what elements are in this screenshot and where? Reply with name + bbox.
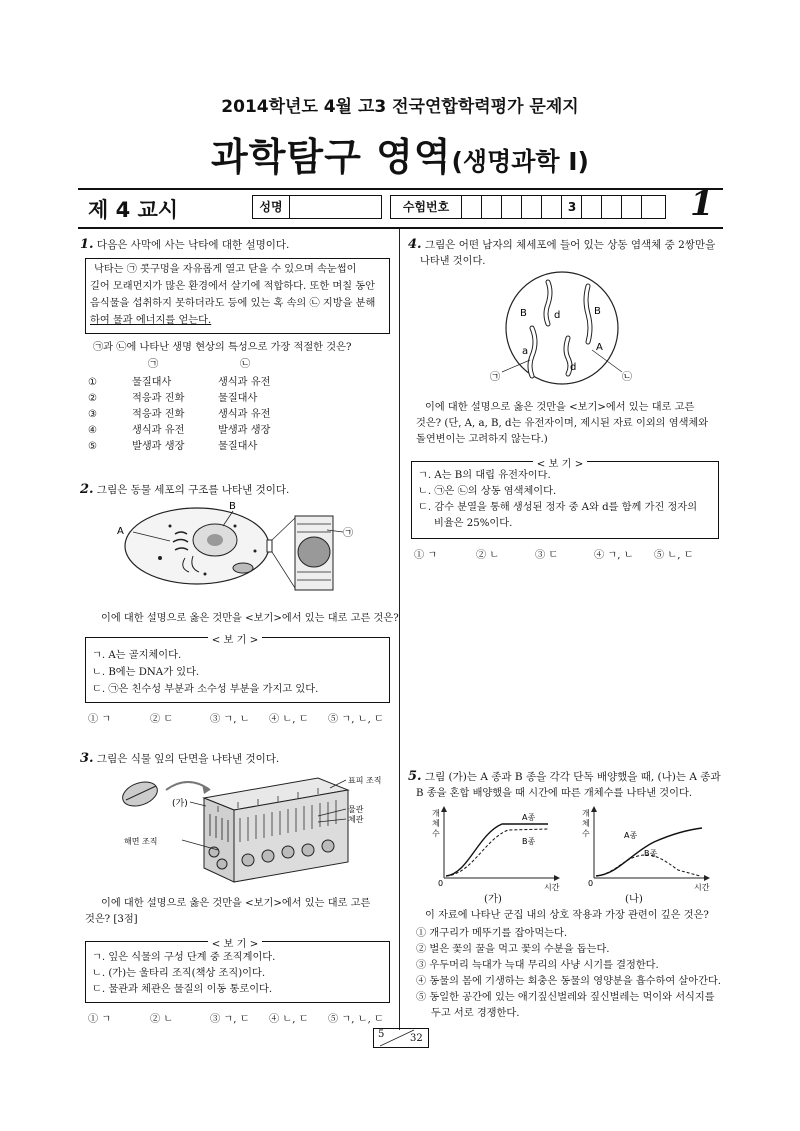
q4-fig-label-A: A bbox=[596, 342, 603, 353]
q4-bogi-title: < 보 기 > bbox=[400, 452, 720, 473]
q1-passage-line: 하여 물과 에너지를 얻는다. bbox=[90, 315, 212, 326]
q3-number: 3. bbox=[80, 751, 94, 766]
q2-fig-label-a: A bbox=[117, 526, 124, 537]
exam-digit-cell[interactable] bbox=[481, 196, 502, 218]
graph-ga-ylabel: 수 bbox=[432, 829, 440, 838]
q1-passage-box bbox=[85, 258, 390, 334]
q5-option[interactable]: ② 벌은 꽃의 꿀을 먹고 꽃의 수분을 돕는다. bbox=[416, 944, 610, 955]
q3-bogi-title: < 보 기 > bbox=[0, 932, 470, 953]
graph-ga-xlabel: 시간 bbox=[544, 883, 560, 892]
graph-ga-label-a: A종 bbox=[522, 813, 536, 822]
q5-caption-ga: (가) bbox=[484, 894, 502, 905]
exam-digit-cell[interactable]: 3 bbox=[561, 196, 582, 218]
q5-caption-na: (나) bbox=[625, 894, 643, 905]
q5-stem-line1: 그림 (가)는 A 종과 B 종을 각각 단독 배양했을 때, (나)는 A 종과 bbox=[424, 771, 721, 783]
name-label: 성명 bbox=[253, 196, 290, 218]
q5-option[interactable]: ④ 동물의 몸에 기생하는 회충은 동물의 영양분을 흡수하여 살아간다. bbox=[416, 976, 722, 987]
q5-stem bbox=[408, 768, 721, 786]
q2-answer[interactable]: ② ㄷ bbox=[150, 714, 174, 725]
graph-na-ylabel: 수 bbox=[582, 829, 590, 838]
q5-number: 5. bbox=[408, 769, 422, 784]
name-box bbox=[252, 195, 382, 219]
q4-stem-line1: 그림은 어떤 남자의 체세포에 들어 있는 상동 염색체 중 2쌍만을 bbox=[424, 239, 716, 251]
q1-stem bbox=[80, 236, 289, 254]
animal-cell-figure bbox=[115, 496, 365, 592]
q1-stem-text: 다음은 사막에 사는 낙타에 대한 설명이다. bbox=[96, 239, 290, 251]
leaf-section-figure bbox=[118, 770, 383, 890]
graph-ga-origin: 0 bbox=[438, 879, 444, 888]
title-sub: (생명과학 Ⅰ) bbox=[451, 147, 589, 176]
population-graphs bbox=[418, 804, 718, 904]
title-main: 과학탐구 영역 bbox=[211, 135, 452, 179]
q4-question-line: 것은? (단, A, a, B, d는 유전자이며, 제시된 자료 이외의 염색체와 bbox=[416, 418, 709, 429]
graph-ga-ylabel: 체 bbox=[432, 819, 440, 828]
q4-fig-label-c2: ㉡ bbox=[622, 372, 632, 383]
q4-question-line: 돌연변이는 고려하지 않는다.) bbox=[416, 434, 548, 445]
graph-na-curve-b bbox=[596, 855, 700, 876]
q4-bogi-item: 비율은 25%이다. bbox=[434, 518, 513, 529]
page-counter bbox=[373, 1028, 429, 1048]
graph-ga-ylabel: 개 bbox=[432, 809, 440, 818]
q1-col-b: ㉡ bbox=[240, 359, 251, 370]
graph-na-label-b: B종 bbox=[644, 849, 658, 858]
q4-answer[interactable]: ④ ㄱ, ㄴ bbox=[594, 550, 634, 561]
graph-na-label-a: A종 bbox=[624, 831, 638, 840]
exam-digit-cell[interactable] bbox=[581, 196, 602, 218]
q4-stem bbox=[408, 236, 715, 254]
exam-digit-cell[interactable] bbox=[521, 196, 542, 218]
q1-passage-line: 길어 모래먼지가 많은 환경에서 살기에 적합하다. 또한 며칠 동안 bbox=[90, 281, 376, 292]
q5-option[interactable]: ⑤ 동일한 공간에 있는 애기짚신벌레와 짚신벌레는 먹이와 서식지를 bbox=[416, 992, 715, 1003]
q3-bogi-item: ㄷ. 물관과 체관은 물질의 이동 통로이다. bbox=[92, 984, 273, 995]
header-rule-top bbox=[78, 188, 723, 190]
q4-bogi-item: ㄱ. A는 B의 대립 유전자이다. bbox=[418, 470, 551, 481]
q2-bogi-item: ㄱ. A는 골지체이다. bbox=[92, 650, 182, 661]
q2-fig-label-c: ㉠ bbox=[343, 528, 353, 539]
q3-answer[interactable]: ① ㄱ bbox=[88, 1014, 112, 1025]
q5-option[interactable]: ③ 우두머리 늑대가 늑대 무리의 사냥 시기를 결정한다. bbox=[416, 960, 659, 971]
q1-passage-line: 음식물을 섭취하지 못하더라도 등에 있는 혹 속의 ㉡ 지방을 분해 bbox=[90, 298, 376, 309]
q3-answer[interactable]: ⑤ ㄱ, ㄴ, ㄷ bbox=[328, 1014, 384, 1025]
graph-ga bbox=[432, 806, 560, 892]
page-current: 5 bbox=[378, 1029, 385, 1040]
q5-option[interactable]: ① 개구리가 메뚜기를 잡아먹는다. bbox=[416, 928, 568, 939]
q4-fig-label-d1: d bbox=[554, 310, 561, 321]
exam-digit-cell[interactable] bbox=[541, 196, 562, 218]
header-rule-bottom bbox=[78, 227, 723, 229]
q1-number: 1. bbox=[80, 237, 94, 252]
q4-stem-line2: 나타낸 것이다. bbox=[420, 256, 486, 267]
q3-question-line2: 것은? [3점] bbox=[85, 914, 138, 925]
graph-na-ylabel: 개 bbox=[582, 809, 590, 818]
q3-question-line1: 이에 대한 설명으로 옳은 것만을 <보기>에서 있는 대로 고른 bbox=[101, 898, 371, 909]
exam-digit-cell[interactable] bbox=[621, 196, 642, 218]
q3-answer[interactable]: ④ ㄴ, ㄷ bbox=[269, 1014, 309, 1025]
q4-number: 4. bbox=[408, 237, 422, 252]
chromosome-figure bbox=[488, 268, 638, 390]
q4-fig-label-d2: d bbox=[570, 362, 577, 373]
q4-answer[interactable]: ① ㄱ bbox=[414, 550, 438, 561]
graph-na-xlabel: 시간 bbox=[694, 883, 710, 892]
q2-fig-label-b: B bbox=[229, 501, 236, 512]
q1-passage-line: 낙타는 ㉠ 콧구멍을 자유롭게 열고 닫을 수 있으며 속눈썹이 bbox=[94, 264, 357, 275]
q3-fig-label-xylem: 물관 bbox=[348, 805, 364, 814]
q3-fig-label-ga: (가) bbox=[172, 799, 188, 809]
graph-ga-label-b: B종 bbox=[522, 837, 536, 846]
q3-bogi-item: ㄱ. 잎은 식물의 구성 단계 중 조직계이다. bbox=[92, 952, 276, 963]
q3-answers bbox=[88, 1010, 388, 1026]
q4-answer[interactable]: ⑤ ㄴ, ㄷ bbox=[654, 550, 694, 561]
q2-answers bbox=[88, 710, 388, 726]
q4-answer[interactable]: ③ ㄷ bbox=[535, 550, 559, 561]
exam-digit-cell[interactable] bbox=[501, 196, 522, 218]
q4-fig-label-a: a bbox=[522, 346, 529, 357]
q2-question: 이에 대한 설명으로 옳은 것만을 <보기>에서 있는 대로 고른 것은? bbox=[101, 613, 399, 624]
page-number: 1 bbox=[690, 184, 714, 224]
q3-fig-label-epidermis: 표피 조직 bbox=[348, 776, 382, 785]
q1-options: ① 물질대사 생식과 유전 ② 적응과 진화 물질대사 ③ 적응과 진화 생식과 유전 ④ 생식과 유전 발생과 생장 ⑤ 발생과 생장 물질대사 bbox=[88, 377, 271, 452]
q4-answer[interactable]: ② ㄴ bbox=[476, 550, 500, 561]
q2-number: 2. bbox=[80, 482, 94, 497]
q4-bogi-item: ㄷ. 감수 분열을 통해 생성된 정자 중 A와 d를 함께 가진 정자의 bbox=[418, 502, 698, 513]
q2-answer[interactable]: ④ ㄴ, ㄷ bbox=[269, 714, 309, 725]
exam-number-label: 수험번호 bbox=[402, 200, 450, 214]
q5-stem-line2: B 종을 혼합 배양했을 때 시간에 따른 개체수를 나타낸 것이다. bbox=[416, 788, 693, 799]
q2-answer[interactable]: ① ㄱ bbox=[88, 714, 112, 725]
q2-answer[interactable]: ⑤ ㄱ, ㄴ, ㄷ bbox=[328, 714, 384, 725]
graph-na bbox=[582, 806, 710, 892]
graph-na-origin: 0 bbox=[588, 879, 594, 888]
exam-digit-cell[interactable] bbox=[641, 196, 665, 218]
exam-digit-cell[interactable] bbox=[601, 196, 622, 218]
q4-question-line: 이에 대한 설명으로 옳은 것만을 <보기>에서 있는 대로 고른 bbox=[425, 402, 695, 413]
exam-number-box bbox=[390, 195, 666, 219]
period-label: 제 4 교시 bbox=[88, 198, 179, 222]
q4-bogi-item: ㄴ. ㉠은 ㉡의 상동 염색체이다. bbox=[418, 486, 557, 497]
graph-na-ylabel: 체 bbox=[582, 819, 590, 828]
q3-fig-label-mesophyll: 해면 조직 bbox=[124, 837, 158, 846]
exam-title bbox=[0, 126, 800, 181]
q4-fig-label-B1: B bbox=[520, 308, 527, 319]
q4-answers bbox=[414, 546, 714, 562]
q2-bogi-item: ㄷ. ㉠은 친수성 부분과 소수성 부분을 가지고 있다. bbox=[92, 684, 319, 695]
name-field[interactable] bbox=[290, 196, 380, 218]
q2-bogi-item: ㄴ. B에는 DNA가 있다. bbox=[92, 667, 200, 678]
q5-question: 이 자료에 나타난 군집 내의 상호 작용과 가장 관련이 깊은 것은? bbox=[425, 910, 709, 921]
q4-fig-label-B2: B bbox=[594, 306, 601, 317]
q3-answer[interactable]: ③ ㄱ, ㄷ bbox=[210, 1014, 250, 1025]
q2-answer[interactable]: ③ ㄱ, ㄴ bbox=[210, 714, 250, 725]
q2-stem-text: 그림은 동물 세포의 구조를 나타낸 것이다. bbox=[96, 484, 290, 496]
q4-fig-label-c1: ㉠ bbox=[490, 372, 500, 383]
q2-bogi-title: < 보 기 > bbox=[0, 628, 470, 649]
q3-stem-text: 그림은 식물 잎의 단면을 나타낸 것이다. bbox=[96, 753, 280, 765]
q1-question: ㉠과 ㉡에 나타난 생명 현상의 특성으로 가장 적절한 것은? bbox=[93, 342, 352, 353]
exam-digit-cell[interactable] bbox=[461, 196, 482, 218]
q3-answer[interactable]: ② ㄴ bbox=[150, 1014, 174, 1025]
q1-col-a: ㉠ bbox=[148, 359, 159, 370]
q3-fig-label-phloem: 체관 bbox=[348, 815, 364, 824]
q3-stem bbox=[80, 750, 279, 768]
q3-bogi-item: ㄴ. (가)는 울타리 조직(책상 조직)이다. bbox=[92, 968, 266, 979]
page-total: 32 bbox=[410, 1033, 423, 1044]
q5-option-continued: 두고 서로 경쟁한다. bbox=[431, 1008, 520, 1019]
exam-subtitle: 2014학년도 4월 고3 전국연합학력평가 문제지 bbox=[221, 97, 579, 117]
graph-ga-curve-a bbox=[446, 824, 548, 876]
